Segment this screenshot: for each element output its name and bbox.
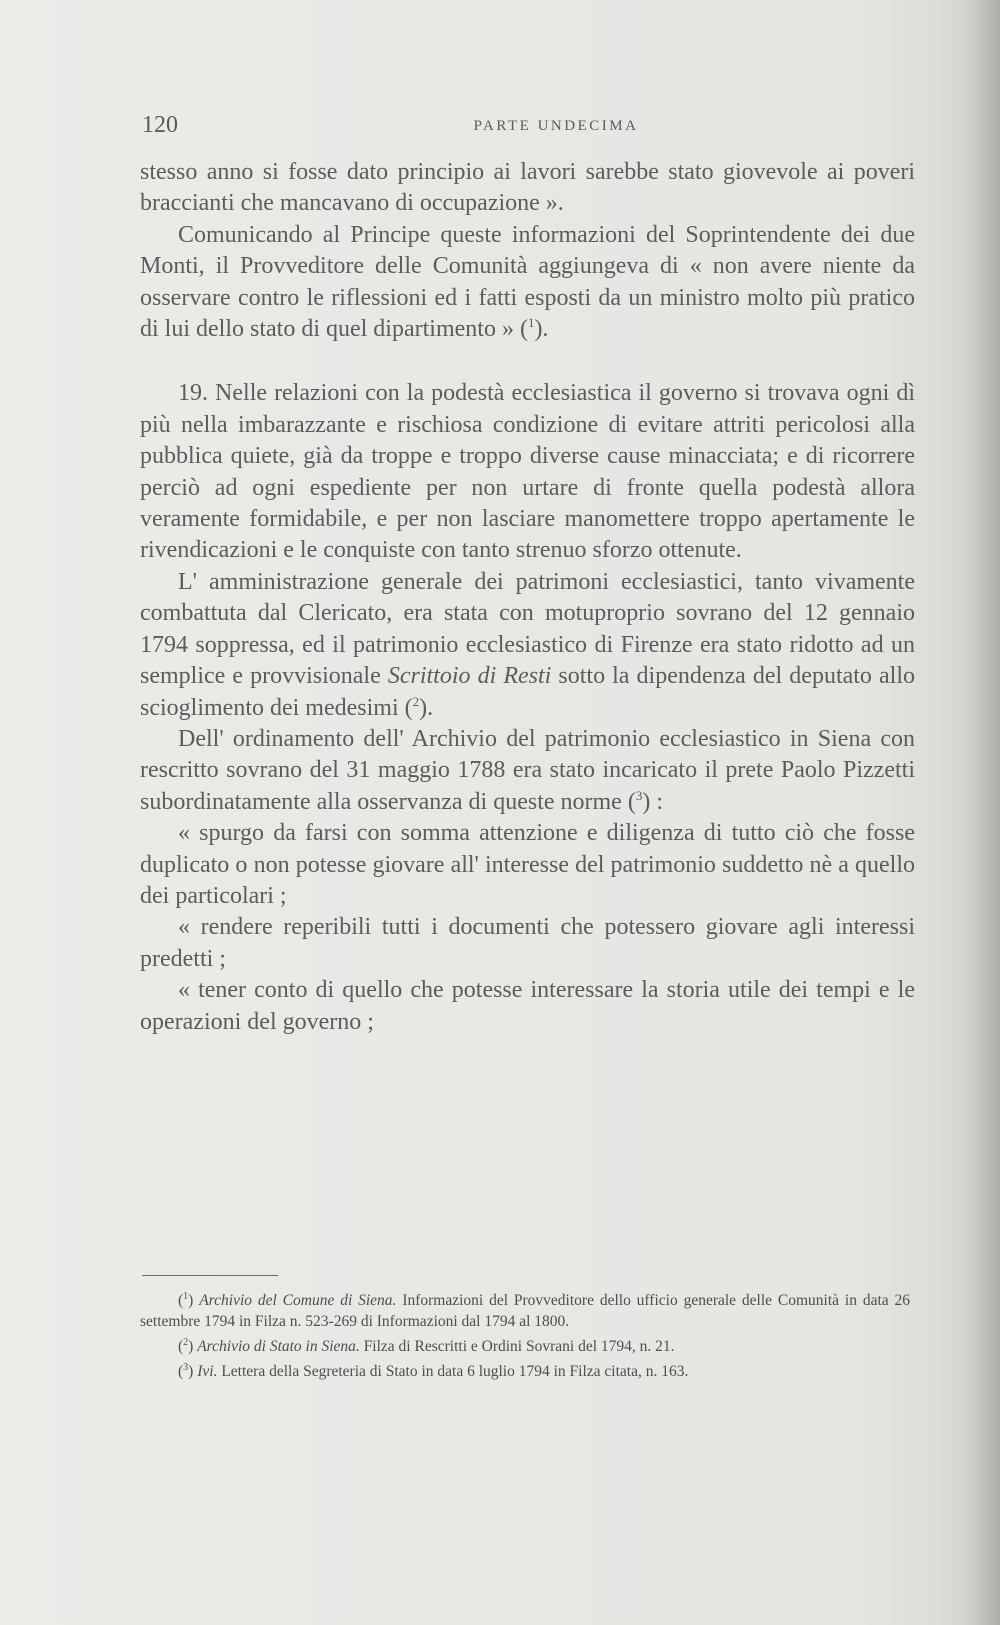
footnote-mark: 3 <box>183 1361 189 1373</box>
footnote-3: ($^3$) Ivi. Lettera della Segreteria di Stato in data 6 luglio 1794 in Filza citata, n. 163. <box>178 1361 689 1380</box>
paragraph-amministrazione <box>140 567 915 724</box>
footnote-text: Informazioni del Provveditore dello ufficio generale delle Comunità in data 26 settembre 1794 in Filza n. 523-269 di Informazioni dal 1794 al 1800. <box>140 1292 911 1330</box>
footnote-text: Lettera della Segreteria di Stato in data 6 luglio 1794 in Filza citata, n. 163. <box>221 1363 689 1380</box>
page-number: 120 <box>142 112 178 138</box>
paragraph-text: Comunicando al Principe queste informazioni del Soprintendente dei due Monti, il Provveditore delle Comunità aggiungeva di « non avere niente da osservare contro le riflessioni ed i fatti esposti da un ministro molto più pratico di lui dello stato di quel dipartimento » ( <box>140 221 915 343</box>
paragraph-section-19: 19. Nelle relazioni con la podestà ecclesiastica il governo si trovava ogni dì più nella imbarazzante e rischiosa condizione di evitare attriti pericolosi alla pubblica quiete, già da troppe e troppo diverse cause minacciata; e di ricorrere perciò ad ogni espediente per non urtare di fronte quella podestà allora veramente formidabile, e per non lasciare manomettere troppo apertamente le rivendicazioni e le conquiste con tanto strenuo sforzo ottenute. <box>140 380 915 564</box>
footnotes <box>140 1290 910 1386</box>
footnote-source: Ivi. <box>197 1363 218 1380</box>
footnote-mark: 1 <box>183 1290 189 1302</box>
paragraph-text: Dell' ordinamento dell' Archivio del patrimonio ecclesiastico in Siena con rescritto sovrano del 31 maggio 1788 era stato incaricato il prete Paolo Pizzetti subordinatamente alla osservanza di queste norme ( <box>140 725 915 815</box>
footnote-source: Archivio di Stato in Siena. <box>197 1338 360 1355</box>
footnote-separator <box>142 1275 278 1276</box>
footnote-text: Filza di Rescritti e Ordini Sovrani del 1794, n. 21. <box>363 1338 675 1355</box>
page-header <box>142 112 930 146</box>
paragraph-ordinamento <box>140 724 915 818</box>
paragraph-comunicando <box>140 220 915 346</box>
italic-title: Scrittoio di Resti <box>387 663 552 690</box>
page-edge-shadow <box>960 0 1000 1625</box>
paragraph-text: L' amministrazione generale dei patrimoni ecclesiastici, tanto vivamente combattuta dal Clericato, era stata con motuproprio sovrano del 12 gennaio 1794 soppressa, ed il patrimonio ecclesiastico di Firenze era stato ridotto ad un semplice e provvisionale <box>140 568 915 690</box>
quoted-norm-3: « tener conto di quello che potesse interessare la storia utile dei tempi e le operazioni del governo ; <box>140 977 915 1035</box>
footnote-2: ($^2$) Archivio di Stato in Siena. Filza di Rescritti e Ordini Sovrani del 1794, n. 21. <box>178 1336 675 1355</box>
paragraph-text-end: ). <box>419 694 434 721</box>
quoted-norm-1: « spurgo da farsi con somma attenzione e diligenza di tutto ciò che fosse duplicato o non potesse giovare all' interesse del patrimonio suddetto nè a quello dei particolari ; <box>140 820 915 909</box>
footnote-reference[interactable]: 2 <box>412 693 420 709</box>
quoted-norm-2: « rendere reperibili tutti i documenti che potessero giovare agli interessi predetti ; <box>140 914 915 972</box>
footnote-reference[interactable]: 3 <box>635 787 643 803</box>
footnote-1: ($^1$) Archivio del Comune di Siena. Informazioni del Provveditore dello ufficio generale delle Comunità in data 26 settembre 1794 in Filza n. 523-269 di Informazioni dal 1794 al 1800. <box>140 1290 911 1330</box>
main-text <box>140 157 915 1038</box>
paragraph-text-end: ) : <box>642 788 663 815</box>
footnote-source: Archivio del Comune di Siena. <box>199 1292 397 1309</box>
paragraph-continued: stesso anno si fosse dato principio ai lavori sarebbe stato giovevole ai poveri braccianti che mancavano di occupazione ». <box>140 159 915 217</box>
paragraph-text-end: ). <box>534 316 549 343</box>
footnote-mark: 2 <box>183 1336 189 1348</box>
running-title: PARTE UNDECIMA <box>473 118 639 134</box>
paragraph-text: sotto la dipendenza del deputato allo scioglimento dei medesimi ( <box>140 663 915 721</box>
footnote-reference[interactable]: 1 <box>527 315 535 331</box>
